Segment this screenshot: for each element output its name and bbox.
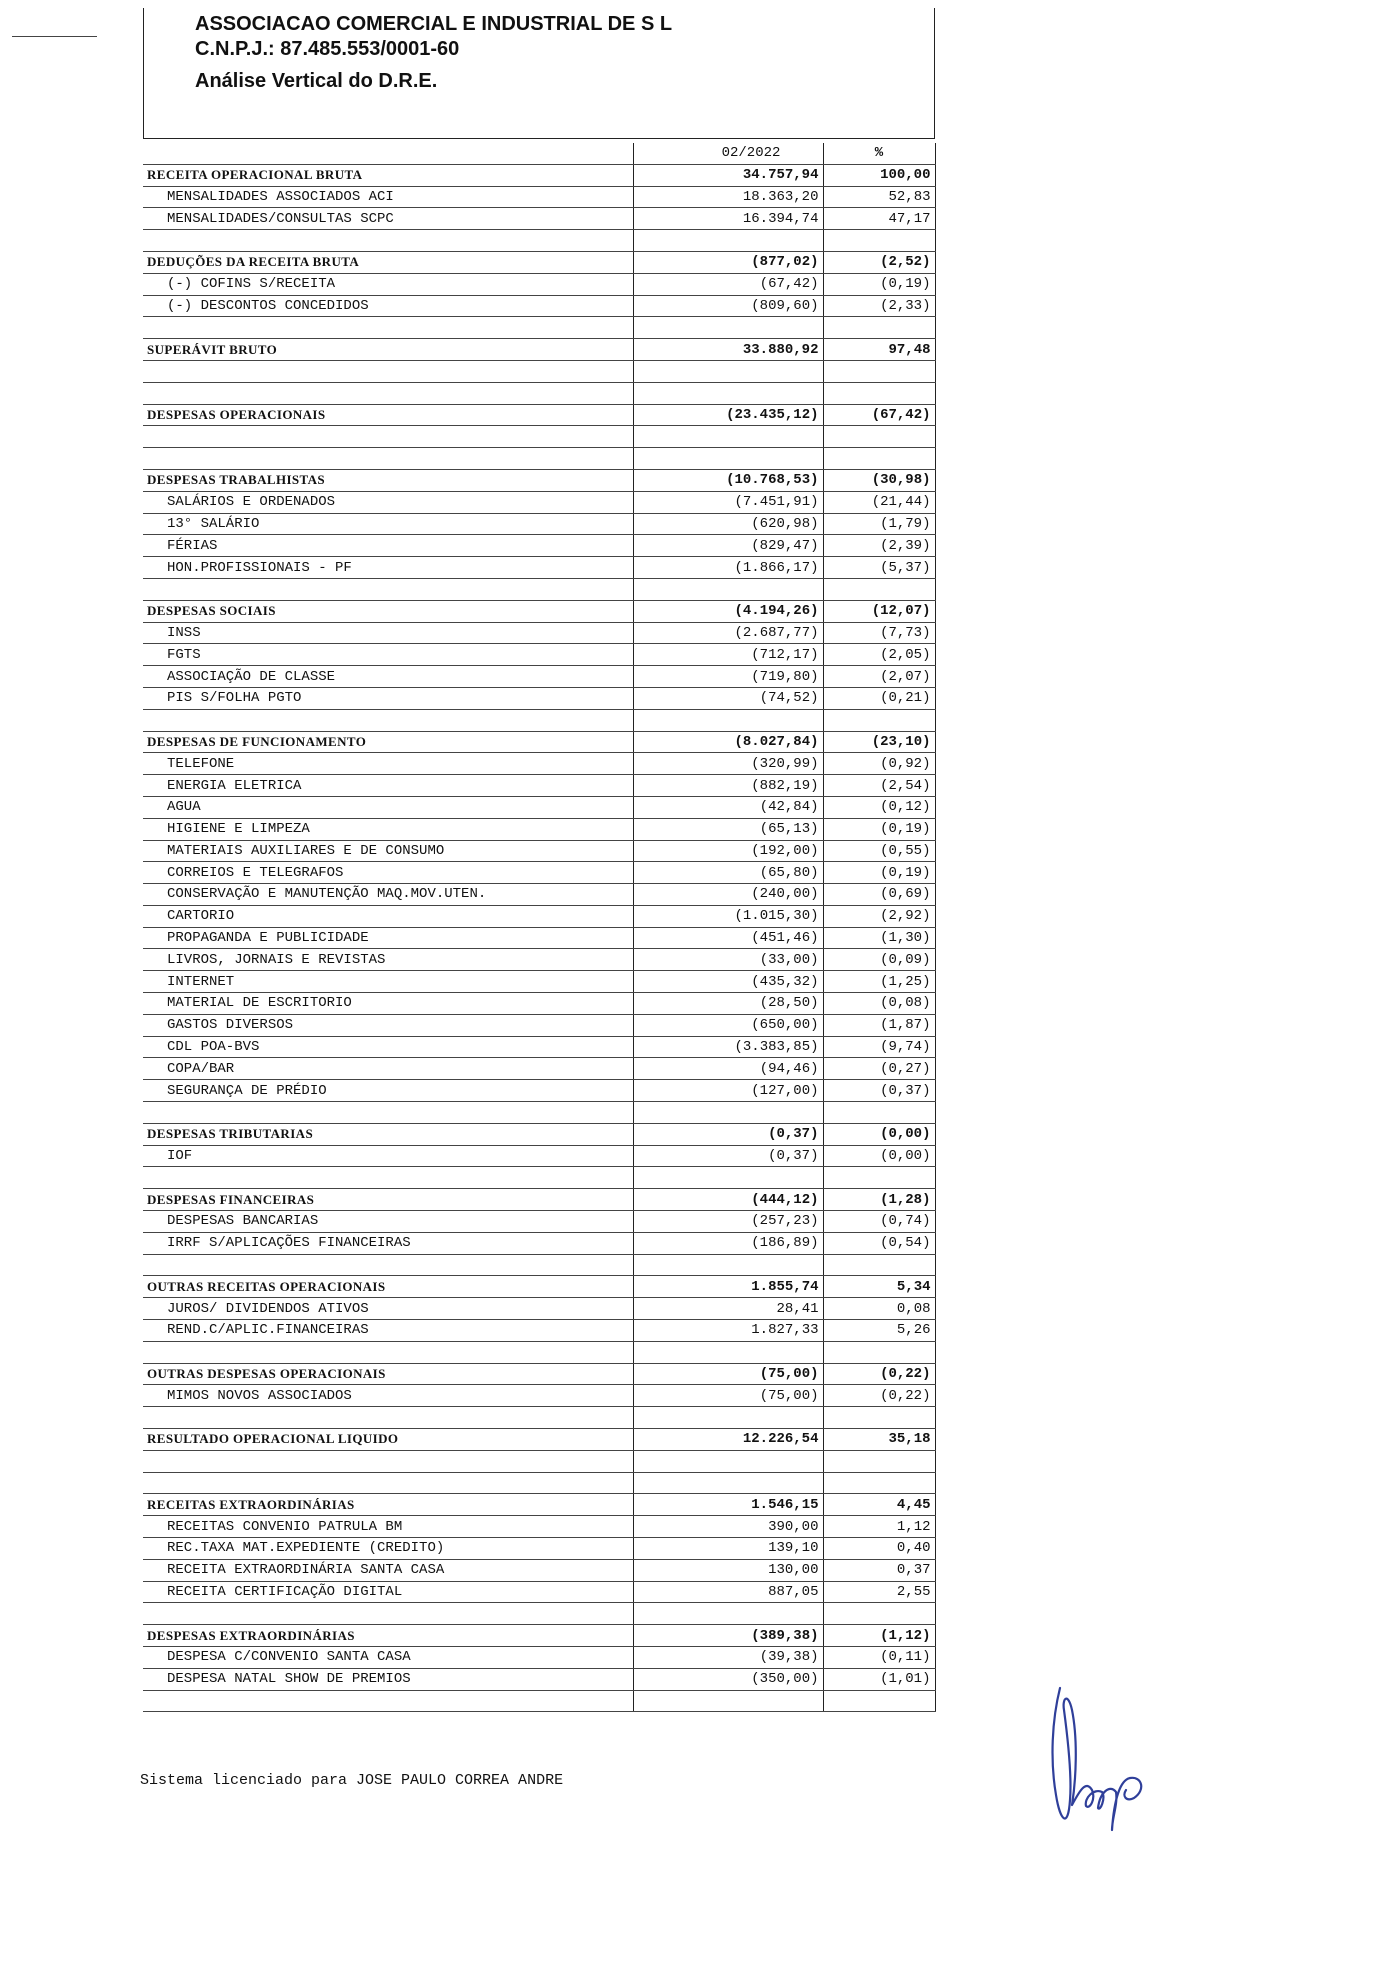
percent-cell: (67,42): [823, 404, 935, 426]
value-cell: (1.015,30): [633, 905, 823, 927]
percent-cell: (0,37): [823, 1080, 935, 1102]
description-cell: SEGURANÇA DE PRÉDIO: [143, 1080, 633, 1102]
table-row: [143, 1668, 935, 1690]
percent-cell: 0,08: [823, 1298, 935, 1320]
value-cell: [633, 1167, 823, 1189]
percent-cell: (1,87): [823, 1014, 935, 1036]
description-cell: [143, 230, 633, 252]
company-block: [195, 12, 672, 62]
blank-row: [143, 709, 935, 731]
description-cell: INSS: [143, 622, 633, 644]
table-row: [143, 1538, 935, 1560]
value-cell: (320,99): [633, 753, 823, 775]
value-cell: [633, 426, 823, 448]
blank-row: [143, 1102, 935, 1124]
table-row: [143, 1516, 935, 1538]
value-cell: (65,80): [633, 862, 823, 884]
blank-row: [143, 1690, 935, 1712]
description-cell: DESPESAS TRABALHISTAS: [143, 469, 633, 491]
description-cell: MATERIAL DE ESCRITORIO: [143, 993, 633, 1015]
company-cnpj: C.N.P.J.: 87.485.553/0001-60: [195, 38, 460, 60]
description-cell: [143, 317, 633, 339]
percent-cell: 52,83: [823, 186, 935, 208]
description-cell: DESPESAS DE FUNCIONAMENTO: [143, 731, 633, 753]
value-cell: [633, 360, 823, 382]
description-cell: RECEITAS EXTRAORDINÁRIAS: [143, 1494, 633, 1516]
percent-cell: [823, 1102, 935, 1124]
percent-cell: 0,37: [823, 1559, 935, 1581]
percent-cell: (0,22): [823, 1363, 935, 1385]
description-cell: IOF: [143, 1145, 633, 1167]
percent-cell: 97,48: [823, 339, 935, 361]
value-cell: (240,00): [633, 884, 823, 906]
percent-cell: (0,19): [823, 273, 935, 295]
group-row: [143, 1189, 935, 1211]
table-row: [143, 295, 935, 317]
value-cell: (0,37): [633, 1145, 823, 1167]
value-cell: (42,84): [633, 796, 823, 818]
value-cell: 390,00: [633, 1516, 823, 1538]
percent-cell: (0,00): [823, 1145, 935, 1167]
value-cell: 1.855,74: [633, 1276, 823, 1298]
value-cell: 28,41: [633, 1298, 823, 1320]
table-row: [143, 1320, 935, 1342]
description-cell: DESPESAS BANCARIAS: [143, 1211, 633, 1233]
group-row: [143, 1494, 935, 1516]
value-cell: (8.027,84): [633, 731, 823, 753]
handwritten-signature-icon: [1042, 1680, 1172, 1855]
group-row: [143, 600, 935, 622]
value-cell: [633, 709, 823, 731]
percent-cell: [823, 1254, 935, 1276]
value-cell: (75,00): [633, 1385, 823, 1407]
value-cell: (75,00): [633, 1363, 823, 1385]
description-cell: CORREIOS E TELEGRAFOS: [143, 862, 633, 884]
value-cell: (650,00): [633, 1014, 823, 1036]
scan-margin-line: [12, 36, 97, 37]
percent-cell: (2,92): [823, 905, 935, 927]
value-cell: (192,00): [633, 840, 823, 862]
percent-cell: (30,98): [823, 469, 935, 491]
description-cell: [143, 1167, 633, 1189]
percent-cell: (0,09): [823, 949, 935, 971]
value-cell: 130,00: [633, 1559, 823, 1581]
description-cell: (-) DESCONTOS CONCEDIDOS: [143, 295, 633, 317]
percent-cell: [823, 578, 935, 600]
table-row: [143, 1211, 935, 1233]
percent-cell: (2,33): [823, 295, 935, 317]
description-cell: CONSERVAÇÃO E MANUTENÇÃO MAQ.MOV.UTEN.: [143, 884, 633, 906]
description-cell: REC.TAXA MAT.EXPEDIENTE (CREDITO): [143, 1538, 633, 1560]
description-cell: [143, 578, 633, 600]
blank-row: [143, 1472, 935, 1494]
value-cell: [633, 1690, 823, 1712]
description-cell: OUTRAS RECEITAS OPERACIONAIS: [143, 1276, 633, 1298]
table-row: [143, 644, 935, 666]
value-cell: [633, 1341, 823, 1363]
description-cell: CDL POA-BVS: [143, 1036, 633, 1058]
group-row: [143, 1429, 935, 1451]
value-cell: (451,46): [633, 927, 823, 949]
description-cell: [143, 1603, 633, 1625]
percent-cell: (1,30): [823, 927, 935, 949]
percent-cell: [823, 1167, 935, 1189]
percent-cell: (0,69): [823, 884, 935, 906]
table-row: [143, 186, 935, 208]
description-cell: DEDUÇÕES DA RECEITA BRUTA: [143, 251, 633, 273]
percent-cell: (0,54): [823, 1232, 935, 1254]
description-cell: DESPESAS OPERACIONAIS: [143, 404, 633, 426]
description-cell: FGTS: [143, 644, 633, 666]
table-row: [143, 208, 935, 230]
description-cell: [143, 1254, 633, 1276]
percent-cell: (21,44): [823, 491, 935, 513]
value-cell: [633, 382, 823, 404]
value-cell: 16.394,74: [633, 208, 823, 230]
value-cell: (67,42): [633, 273, 823, 295]
description-cell: PROPAGANDA E PUBLICIDADE: [143, 927, 633, 949]
value-cell: [633, 317, 823, 339]
percent-cell: [823, 1407, 935, 1429]
value-cell: (65,13): [633, 818, 823, 840]
percent-cell: (0,08): [823, 993, 935, 1015]
value-cell: (33,00): [633, 949, 823, 971]
description-cell: HON.PROFISSIONAIS - PF: [143, 557, 633, 579]
percent-cell: 5,26: [823, 1320, 935, 1342]
description-cell: SUPERÁVIT BRUTO: [143, 339, 633, 361]
group-row: [143, 251, 935, 273]
value-cell: [633, 1450, 823, 1472]
percent-cell: (12,07): [823, 600, 935, 622]
percent-cell: 2,55: [823, 1581, 935, 1603]
percent-cell: [823, 1341, 935, 1363]
percent-cell: [823, 1603, 935, 1625]
description-cell: PIS S/FOLHA PGTO: [143, 687, 633, 709]
table-header-row: [143, 143, 935, 164]
table-row: [143, 1385, 935, 1407]
description-cell: LIVROS, JORNAIS E REVISTAS: [143, 949, 633, 971]
value-cell: [633, 1254, 823, 1276]
value-cell: (74,52): [633, 687, 823, 709]
description-cell: INTERNET: [143, 971, 633, 993]
percent-cell: (9,74): [823, 1036, 935, 1058]
description-cell: HIGIENE E LIMPEZA: [143, 818, 633, 840]
percent-cell: (7,73): [823, 622, 935, 644]
percent-cell: (0,19): [823, 862, 935, 884]
description-cell: FÉRIAS: [143, 535, 633, 557]
description-cell: MENSALIDADES/CONSULTAS SCPC: [143, 208, 633, 230]
description-cell: JUROS/ DIVIDENDOS ATIVOS: [143, 1298, 633, 1320]
percent-cell: [823, 448, 935, 470]
group-row: [143, 1625, 935, 1647]
table-row: [143, 1232, 935, 1254]
table-row: [143, 971, 935, 993]
value-cell: (94,46): [633, 1058, 823, 1080]
percent-cell: 100,00: [823, 164, 935, 186]
group-row: [143, 164, 935, 186]
blank-row: [143, 448, 935, 470]
description-cell: MENSALIDADES ASSOCIADOS ACI: [143, 186, 633, 208]
table-row: [143, 1646, 935, 1668]
table-row: [143, 1080, 935, 1102]
percent-cell: [823, 360, 935, 382]
table-row: [143, 535, 935, 557]
blank-row: [143, 1450, 935, 1472]
value-cell: (4.194,26): [633, 600, 823, 622]
group-row: [143, 731, 935, 753]
description-cell: MIMOS NOVOS ASSOCIADOS: [143, 1385, 633, 1407]
description-cell: ASSOCIAÇÃO DE CLASSE: [143, 666, 633, 688]
percent-cell: (2,07): [823, 666, 935, 688]
value-cell: 18.363,20: [633, 186, 823, 208]
value-cell: (809,60): [633, 295, 823, 317]
value-cell: [633, 1407, 823, 1429]
description-cell: (-) COFINS S/RECEITA: [143, 273, 633, 295]
table-row: [143, 666, 935, 688]
description-cell: [143, 360, 633, 382]
percent-header: %: [823, 143, 935, 164]
table-row: [143, 753, 935, 775]
group-row: [143, 1123, 935, 1145]
value-cell: 12.226,54: [633, 1429, 823, 1451]
blank-row: [143, 1407, 935, 1429]
table-row: [143, 1298, 935, 1320]
group-row: [143, 404, 935, 426]
table-row: [143, 905, 935, 927]
percent-cell: (0,22): [823, 1385, 935, 1407]
value-cell: (389,38): [633, 1625, 823, 1647]
description-cell: RECEITA CERTIFICAÇÃO DIGITAL: [143, 1581, 633, 1603]
group-row: [143, 339, 935, 361]
value-cell: 34.757,94: [633, 164, 823, 186]
table-row: [143, 1145, 935, 1167]
percent-cell: (0,19): [823, 818, 935, 840]
value-cell: (350,00): [633, 1668, 823, 1690]
percent-cell: [823, 709, 935, 731]
description-cell: [143, 426, 633, 448]
percent-cell: 0,40: [823, 1538, 935, 1560]
blank-row: [143, 230, 935, 252]
report-title: Análise Vertical do D.R.E.: [195, 70, 438, 92]
percent-cell: 35,18: [823, 1429, 935, 1451]
description-cell: [143, 382, 633, 404]
percent-cell: (23,10): [823, 731, 935, 753]
table-row: [143, 1559, 935, 1581]
description-cell: DESPESAS SOCIAIS: [143, 600, 633, 622]
value-cell: [633, 1102, 823, 1124]
value-cell: (2.687,77): [633, 622, 823, 644]
percent-cell: (1,25): [823, 971, 935, 993]
table-row: [143, 949, 935, 971]
description-cell: ENERGIA ELETRICA: [143, 775, 633, 797]
group-row: [143, 1276, 935, 1298]
value-cell: (28,50): [633, 993, 823, 1015]
description-cell: SALÁRIOS E ORDENADOS: [143, 491, 633, 513]
percent-cell: 47,17: [823, 208, 935, 230]
percent-cell: [823, 382, 935, 404]
value-cell: 887,05: [633, 1581, 823, 1603]
percent-cell: (1,01): [823, 1668, 935, 1690]
description-cell: [143, 1472, 633, 1494]
group-row: [143, 469, 935, 491]
value-cell: (719,80): [633, 666, 823, 688]
blank-row: [143, 1254, 935, 1276]
blank-row: [143, 426, 935, 448]
table-row: [143, 1058, 935, 1080]
description-cell: CARTORIO: [143, 905, 633, 927]
percent-cell: [823, 1472, 935, 1494]
description-cell: TELEFONE: [143, 753, 633, 775]
value-cell: 33.880,92: [633, 339, 823, 361]
value-cell: (23.435,12): [633, 404, 823, 426]
table-row: [143, 884, 935, 906]
blank-row: [143, 1603, 935, 1625]
value-cell: (620,98): [633, 513, 823, 535]
value-cell: (7.451,91): [633, 491, 823, 513]
description-cell: [143, 1450, 633, 1472]
dre-table-body: [143, 143, 935, 1712]
description-cell: [143, 1407, 633, 1429]
description-cell: 13° SALÁRIO: [143, 513, 633, 535]
blank-row: [143, 382, 935, 404]
table-row: [143, 1014, 935, 1036]
value-cell: (39,38): [633, 1646, 823, 1668]
description-cell: DESPESA C/CONVENIO SANTA CASA: [143, 1646, 633, 1668]
value-cell: (10.768,53): [633, 469, 823, 491]
percent-cell: (1,28): [823, 1189, 935, 1211]
percent-cell: (0,12): [823, 796, 935, 818]
value-cell: (712,17): [633, 644, 823, 666]
table-row: [143, 687, 935, 709]
description-cell: REND.C/APLIC.FINANCEIRAS: [143, 1320, 633, 1342]
value-cell: (186,89): [633, 1232, 823, 1254]
table-row: [143, 622, 935, 644]
description-cell: [143, 709, 633, 731]
percent-cell: [823, 230, 935, 252]
value-cell: 1.546,15: [633, 1494, 823, 1516]
value-cell: [633, 448, 823, 470]
percent-cell: (2,52): [823, 251, 935, 273]
table-row: [143, 862, 935, 884]
percent-cell: 4,45: [823, 1494, 935, 1516]
percent-cell: (1,79): [823, 513, 935, 535]
value-cell: (1.866,17): [633, 557, 823, 579]
percent-cell: (2,39): [823, 535, 935, 557]
description-cell: IRRF S/APLICAÇÕES FINANCEIRAS: [143, 1232, 633, 1254]
table-row: [143, 273, 935, 295]
value-cell: (444,12): [633, 1189, 823, 1211]
header-divider: [143, 138, 935, 139]
percent-cell: (0,92): [823, 753, 935, 775]
table-row: [143, 775, 935, 797]
value-cell: 139,10: [633, 1538, 823, 1560]
company-name: ASSOCIACAO COMERCIAL E INDUSTRIAL DE S L: [195, 13, 673, 35]
value-cell: [633, 230, 823, 252]
period-header: 02/2022: [633, 143, 823, 164]
blank-row: [143, 578, 935, 600]
description-cell: COPA/BAR: [143, 1058, 633, 1080]
description-cell: RESULTADO OPERACIONAL LIQUIDO: [143, 1429, 633, 1451]
table-row: [143, 840, 935, 862]
description-cell: OUTRAS DESPESAS OPERACIONAIS: [143, 1363, 633, 1385]
description-cell: DESPESAS EXTRAORDINÁRIAS: [143, 1625, 633, 1647]
description-cell: AGUA: [143, 796, 633, 818]
dre-table: [143, 143, 936, 1712]
percent-cell: 1,12: [823, 1516, 935, 1538]
value-cell: [633, 1603, 823, 1625]
description-cell: [143, 1341, 633, 1363]
value-cell: 1.827,33: [633, 1320, 823, 1342]
percent-cell: (0,21): [823, 687, 935, 709]
table-row: [143, 927, 935, 949]
value-cell: (829,47): [633, 535, 823, 557]
group-row: [143, 1363, 935, 1385]
table-row: [143, 1036, 935, 1058]
blank-row: [143, 360, 935, 382]
table-row: [143, 818, 935, 840]
value-cell: (3.383,85): [633, 1036, 823, 1058]
percent-cell: [823, 317, 935, 339]
percent-cell: [823, 1690, 935, 1712]
blank-row: [143, 317, 935, 339]
percent-cell: (2,54): [823, 775, 935, 797]
value-cell: (882,19): [633, 775, 823, 797]
percent-cell: [823, 426, 935, 448]
value-cell: (257,23): [633, 1211, 823, 1233]
license-footer: Sistema licenciado para JOSE PAULO CORREA ANDRE: [140, 1772, 564, 1789]
description-cell: [143, 1690, 633, 1712]
table-row: [143, 491, 935, 513]
table-row: [143, 557, 935, 579]
value-cell: (877,02): [633, 251, 823, 273]
description-cell: RECEITA EXTRAORDINÁRIA SANTA CASA: [143, 1559, 633, 1581]
percent-cell: (0,55): [823, 840, 935, 862]
table-row: [143, 513, 935, 535]
description-cell: [143, 1102, 633, 1124]
description-cell: DESPESA NATAL SHOW DE PREMIOS: [143, 1668, 633, 1690]
table-row: [143, 796, 935, 818]
percent-cell: (1,12): [823, 1625, 935, 1647]
table-row: [143, 993, 935, 1015]
blank-row: [143, 1341, 935, 1363]
percent-cell: (2,05): [823, 644, 935, 666]
description-cell: MATERIAIS AUXILIARES E DE CONSUMO: [143, 840, 633, 862]
percent-cell: (0,00): [823, 1123, 935, 1145]
percent-cell: [823, 1450, 935, 1472]
description-cell: RECEITAS CONVENIO PATRULA BM: [143, 1516, 633, 1538]
percent-cell: (0,74): [823, 1211, 935, 1233]
value-cell: (435,32): [633, 971, 823, 993]
value-cell: (127,00): [633, 1080, 823, 1102]
description-cell: GASTOS DIVERSOS: [143, 1014, 633, 1036]
percent-cell: (0,27): [823, 1058, 935, 1080]
blank-row: [143, 1167, 935, 1189]
percent-cell: (0,11): [823, 1646, 935, 1668]
value-cell: [633, 1472, 823, 1494]
description-cell: DESPESAS FINANCEIRAS: [143, 1189, 633, 1211]
percent-cell: (5,37): [823, 557, 935, 579]
table-row: [143, 1581, 935, 1603]
percent-cell: 5,34: [823, 1276, 935, 1298]
description-cell: [143, 448, 633, 470]
description-cell: DESPESAS TRIBUTARIAS: [143, 1123, 633, 1145]
header-description-cell: [143, 143, 633, 164]
description-cell: RECEITA OPERACIONAL BRUTA: [143, 164, 633, 186]
value-cell: [633, 578, 823, 600]
value-cell: (0,37): [633, 1123, 823, 1145]
